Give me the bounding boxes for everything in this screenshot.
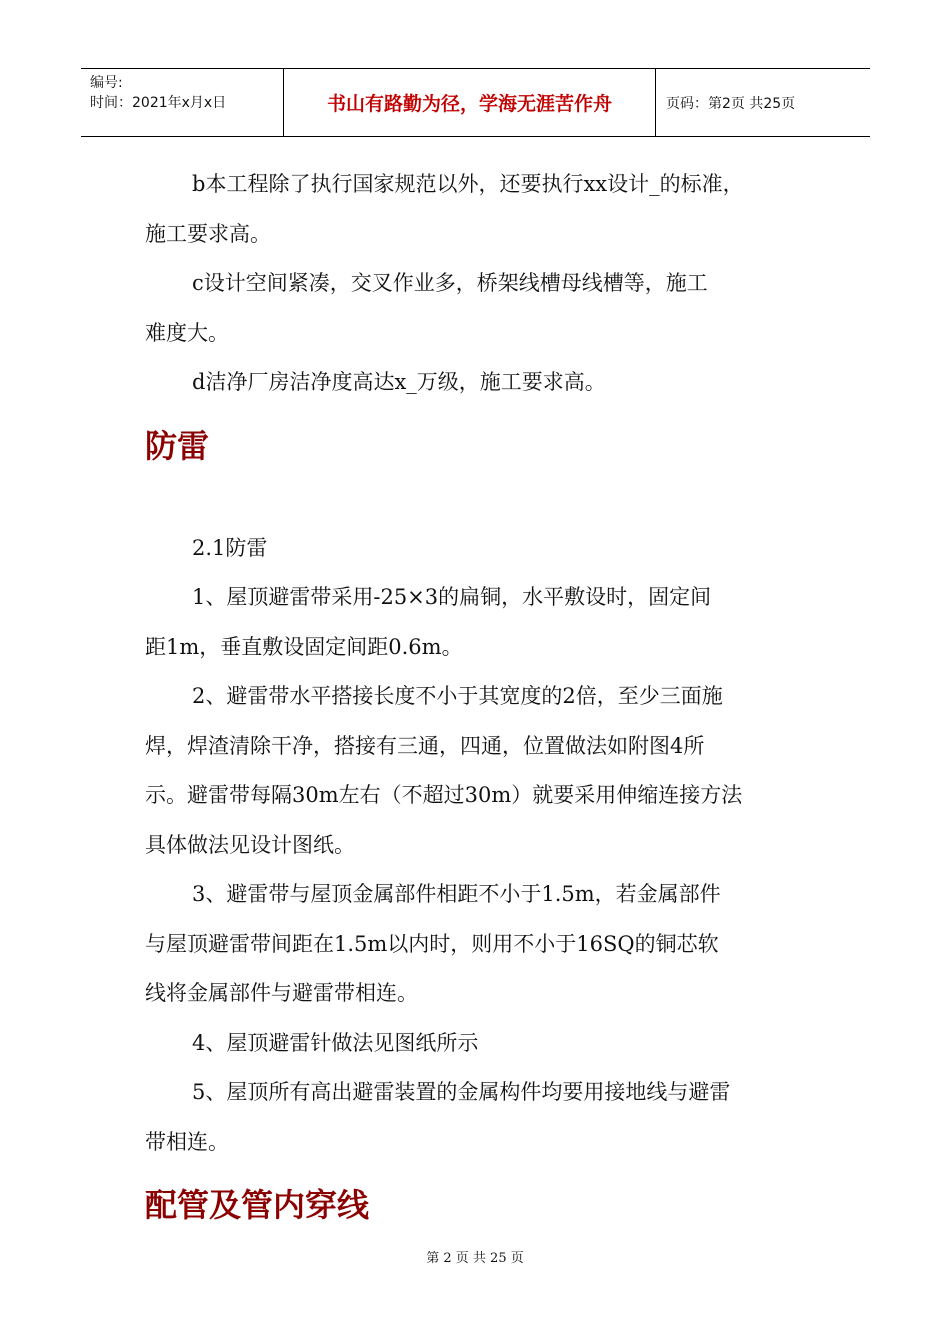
heading-conduit-wiring: 配管及管内穿线 <box>145 1186 370 1224</box>
time-label: 时间：2021年x月x日 <box>90 95 227 111</box>
document-body <box>145 160 815 1233</box>
item-2: 2、避雷带水平搭接长度不小于其宽度的2倍，至少三面施 焊，焊渣清除干净，搭接有三通，四通，位置做法如附图4所 示。避雷带每隔30m左右（不超过30m）就要采用伸缩连接方法 具体做法见设计图纸。 <box>145 684 743 857</box>
page-footer: 第 2 页 共 25 页 <box>426 1251 524 1266</box>
item-1: 1、屋顶避雷带采用-25×3的扁铜，水平敷设时，固定间 距1m，垂直敷设固定间距0.6m。 <box>145 585 712 659</box>
paragraph-c: c设计空间紧凑，交叉作业多，桥架线槽母线槽等，施工 难度大。 <box>145 271 708 345</box>
paragraph-b: b本工程除了执行国家规范以外，还要执行xx设计_的标准， 施工要求高。 <box>145 172 744 246</box>
header-motto: 书山有路勤为径，学海无涯苦作舟 <box>283 69 656 136</box>
section-title: 2.1防雷 <box>192 535 268 560</box>
item-3: 3、避雷带与屋顶金属部件相距不小于1.5m，若金属部件 与屋顶避雷带间距在1.5m以内时，则用不小于16SQ的铜芯软 线将金属部件与避雷带相连。 <box>145 882 721 1005</box>
header-meta <box>81 69 283 136</box>
number-label: 编号: <box>90 75 123 91</box>
paragraph-d: d洁净厂房洁净度高达x_万级，施工要求高。 <box>192 370 606 394</box>
item-5: 5、屋顶所有高出避雷装置的金属构件均要用接地线与避雷 带相连。 <box>145 1080 731 1154</box>
item-4: 4、屋顶避雷针做法见图纸所示 <box>192 1030 479 1055</box>
header-page-info: 页码：第2页 共25页 <box>666 95 796 112</box>
header-table <box>81 68 870 137</box>
heading-lightning-protection: 防雷 <box>145 426 210 465</box>
